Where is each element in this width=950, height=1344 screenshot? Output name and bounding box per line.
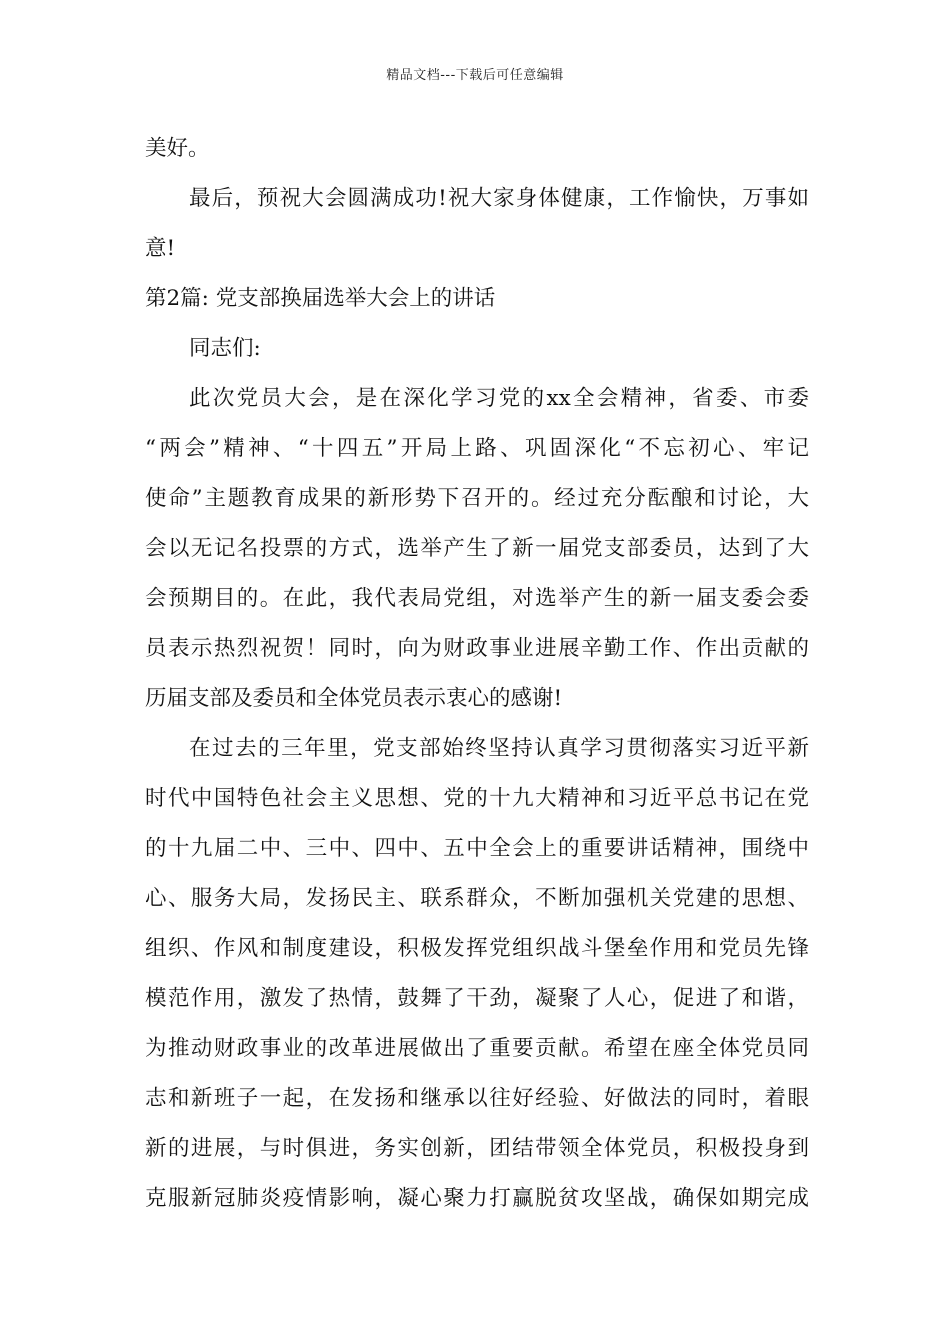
- text-line: 会以无记名投票的方式，选举产生了新一届党支部委员，达到了大: [145, 536, 809, 561]
- text-line: 同志们:: [189, 336, 261, 361]
- text-line: 为推动财政事业的改革进展做出了重要贡献。希望在座全体党员同: [145, 1036, 809, 1061]
- text-line: 时代中国特色社会主义思想、党的十九大精神和习近平总书记在党: [145, 786, 809, 811]
- text-line: 会预期目的。在此，我代表局党组，对选举产生的新一届支委会委: [145, 586, 809, 611]
- text-line: 心、服务大局，发扬民主、联系群众，不断加强机关党建的思想、: [145, 886, 809, 911]
- document-body: [145, 124, 809, 1224]
- text-line: 在过去的三年里，党支部始终坚持认真学习贯彻落实习近平新: [189, 736, 809, 761]
- text-line: 此次党员大会，是在深化学习党的xx全会精神，省委、市委: [189, 386, 809, 411]
- text-line: 最后，预祝大会圆满成功!祝大家身体健康，工作愉快，万事如: [189, 186, 809, 211]
- text-line: 意!: [145, 236, 176, 261]
- text-line: “两会”精神、“十四五”开局上路、巩固深化“不忘初心、牢记: [145, 436, 809, 461]
- text-line: 组织、作风和制度建设，积极发挥党组织战斗堡垒作用和党员先锋: [145, 936, 809, 961]
- page-header: 精品文档---下载后可任意编辑: [386, 68, 564, 83]
- text-line: 员表示热烈祝贺！同时，向为财政事业进展辛勤工作、作出贡献的: [145, 636, 809, 661]
- text-line: 志和新班子一起，在发扬和继承以往好经验、好做法的同时，着眼: [145, 1086, 809, 1111]
- text-line: 克服新冠肺炎疫情影响，凝心聚力打赢脱贫攻坚战，确保如期完成: [145, 1186, 809, 1211]
- text-line: 美好。: [145, 136, 210, 161]
- text-line: 历届支部及委员和全体党员表示衷心的感谢!: [145, 686, 563, 711]
- text-line: 使命”主题教育成果的新形势下召开的。经过充分酝酿和讨论，大: [145, 486, 809, 511]
- text-line: 新的进展，与时俱进，务实创新，团结带领全体党员，积极投身到: [145, 1136, 809, 1161]
- text-line: 模范作用，激发了热情，鼓舞了干劲，凝聚了人心，促进了和谐，: [145, 986, 809, 1011]
- text-line: 的十九届二中、三中、四中、五中全会上的重要讲话精神，围绕中: [145, 836, 809, 861]
- text-line: 第2篇: 党支部换届选举大会上的讲话: [145, 286, 496, 311]
